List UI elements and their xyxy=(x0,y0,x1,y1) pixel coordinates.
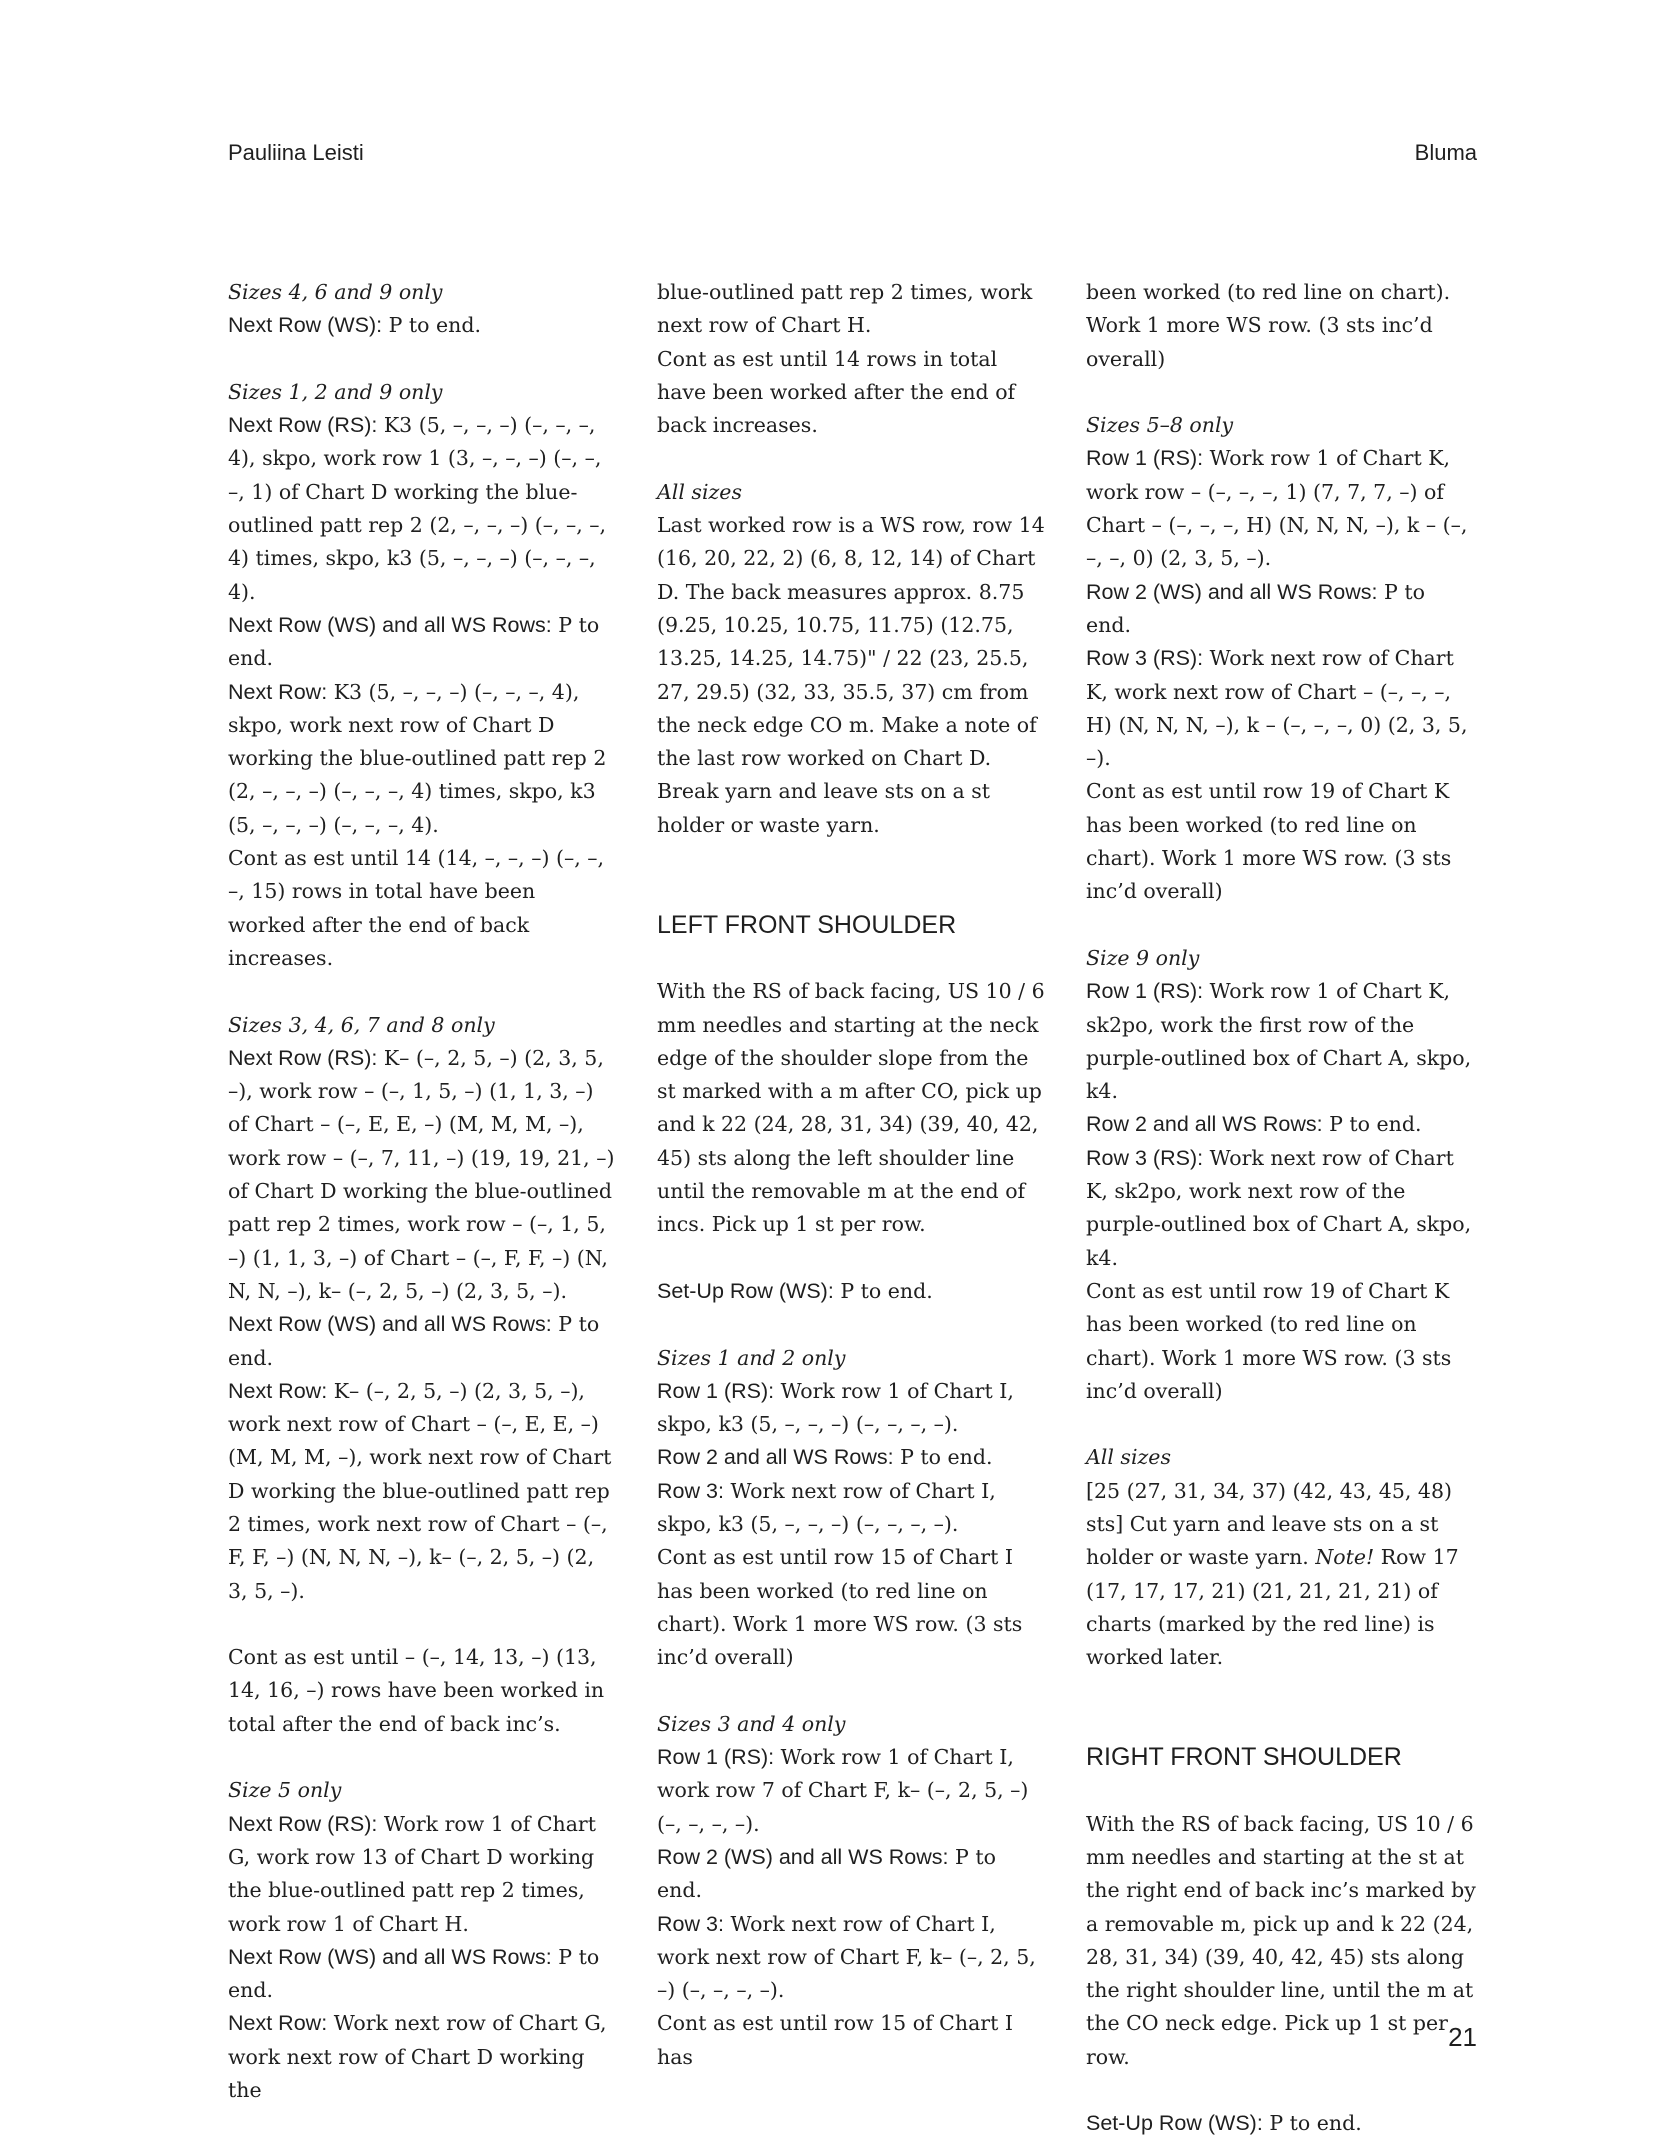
instruction xyxy=(657,1441,1047,1474)
row-text: Work row 1 of Chart G, work row 13 of Chart D working the blue-outlined patt rep 2 times, work row 1 of Chart H. xyxy=(228,1811,596,1936)
row-text: Work next row of Chart I, work next row of Chart F, k– (–, 2, 5, –) (–, –, –, –). xyxy=(657,1911,1036,2003)
row-label: Next Row (WS) and all WS Rows: xyxy=(228,1944,552,1969)
instruction xyxy=(228,1042,618,1308)
row-text: Work next row of Chart K, work next row of Chart – (–, –, –, H) (N, N, N, –), k – (–, –, –, 0) (2, 3, 5, –). xyxy=(1086,646,1468,771)
instruction xyxy=(1086,1108,1476,1141)
row-text: P to end. xyxy=(228,612,600,671)
row-label: Row 1 (RS): xyxy=(1086,446,1204,471)
instruction xyxy=(1086,576,1476,643)
subheading: Sizes 3, 4, 6, 7 and 8 only xyxy=(228,1012,495,1037)
paragraph-text: [25 (27, 31, 34, 37) (42, 43, 45, 48) sts] Cut yarn and leave sts on a st holder or waste yarn. xyxy=(1086,1478,1452,1570)
paragraph: Cont as est until 14 (14, –, –, –) (–, –, –, 15) rows in total have been worked after the end of back increases. xyxy=(228,846,605,970)
instruction xyxy=(228,1808,618,1941)
row-label: Next Row (WS): xyxy=(228,313,383,338)
note-label: Note! xyxy=(1315,1545,1375,1570)
row-text: P to end. xyxy=(833,1278,933,1303)
paragraph: blue-outlined patt rep 2 times, work next row of Chart H. xyxy=(657,280,1033,338)
row-label: Next Row (RS): xyxy=(228,1045,378,1070)
row-text: K3 (5, –, –, –) (–, –, –, 4), skpo, work row 1 (3, –, –, –) (–, –, –, 1) of Chart D working the blue-outlined patt rep 2 (2, –, –, –) (–, –, –, 4) times, skpo, k3 (5, –, –, –) (–, –, –, 4). xyxy=(228,413,607,604)
instruction xyxy=(657,1741,1047,1841)
instruction xyxy=(657,1841,1047,1908)
paragraph: Cont as est until row 19 of Chart K has been worked (to red line on chart). Work 1 more WS row. (3 sts inc’d overall) xyxy=(1086,1278,1452,1403)
row-text: P to end. xyxy=(228,1312,600,1370)
instruction xyxy=(657,1475,1047,1542)
header-title: Bluma xyxy=(1414,140,1477,165)
row-label: Row 3 (RS): xyxy=(1086,646,1204,671)
instruction xyxy=(228,1308,618,1375)
instruction xyxy=(228,609,618,676)
subheading: Sizes 1, 2 and 9 only xyxy=(228,379,443,404)
subheading: Sizes 5–8 only xyxy=(1086,413,1234,438)
instruction xyxy=(1086,975,1476,1108)
row-label: Next Row: xyxy=(228,679,328,704)
instruction xyxy=(1086,642,1476,775)
row-label: Row 3: xyxy=(657,1911,724,1936)
instruction xyxy=(657,1375,1047,1442)
paragraph: Cont as est until 14 rows in total have been worked after the end of back increases. xyxy=(657,346,1016,438)
subheading: Sizes 3 and 4 only xyxy=(657,1711,846,1736)
row-label: Next Row (RS): xyxy=(228,413,378,438)
column-2 xyxy=(657,276,1047,2074)
subheading: Sizes 1 and 2 only xyxy=(657,1345,846,1370)
instruction xyxy=(657,1275,1047,1308)
section-heading: RIGHT FRONT SHOULDER xyxy=(1086,1743,1402,1772)
paragraph: With the RS of back facing, US 10 / 6 mm needles and starting at the st at the right end of back inc’s marked by a removable m, pick up and k 22 (24, 28, 31, 34) (39, 40, 42, 45) sts along the right shoulder line, until the m at the CO neck edge. Pick up 1 st per row. xyxy=(1086,1811,1476,2069)
instruction xyxy=(228,409,618,609)
row-label: Set-Up Row (WS): xyxy=(1086,2111,1263,2136)
section-heading: LEFT FRONT SHOULDER xyxy=(657,910,957,939)
row-label: Next Row (WS) and all WS Rows: xyxy=(228,1312,552,1337)
row-text: P to end. xyxy=(893,1445,993,1470)
instruction xyxy=(657,1908,1047,2008)
instruction xyxy=(1086,1142,1476,1275)
row-text: Work row 1 of Chart K, work row – (–, –, –, 1) (7, 7, 7, –) of Chart – (–, –, –, H) (N, N, N, –), k – (–, –, –, 0) (2, 3, 5, –). xyxy=(1086,446,1468,571)
row-text: K– (–, 2, 5, –) (2, 3, 5, –), work row – (–, 1, 5, –) (1, 1, 3, –) of Chart – (–, E, E, –) (M, M, M, –), work row – (–, 7, 11, –) (19, 19, 21, –) of Chart D working the blue-outlined patt rep 2 times, work row – (–, 1, 5, –) (1, 1, 3, –) of Chart – (–, F, F, –) (N, N, N, –), k– (–, 2, 5, –) (2, 3, 5, –). xyxy=(228,1045,615,1303)
row-text: Work next row of Chart K, sk2po, work next row of the purple-outlined box of Chart A, skpo, k4. xyxy=(1086,1145,1472,1270)
row-label: Row 2 and all WS Rows: xyxy=(1086,1112,1323,1137)
row-text: Work row 1 of Chart I, work row 7 of Chart F, k– (–, 2, 5, –) (–, –, –, –). xyxy=(657,1745,1029,1836)
paragraph: been worked (to red line on chart). Work 1 more WS row. (3 sts inc’d overall) xyxy=(1086,280,1451,371)
row-label: Row 1 (RS): xyxy=(1086,979,1204,1004)
row-text: Work row 1 of Chart I, skpo, k3 (5, –, –, –) (–, –, –, –). xyxy=(657,1378,1014,1437)
subheading: Size 9 only xyxy=(1086,945,1200,970)
paragraph xyxy=(1086,1475,1476,1675)
row-text: P to end. xyxy=(657,1844,996,1903)
column-3 xyxy=(1086,276,1476,2141)
page-number: 21 xyxy=(1448,2022,1477,2052)
row-label: Row 1 (RS): xyxy=(657,1745,775,1770)
subheading: All sizes xyxy=(657,479,742,504)
paragraph: Cont as est until row 15 of Chart I has been worked (to red line on chart). Work 1 more WS row. (3 sts inc’d overall) xyxy=(657,1545,1023,1670)
row-text: K– (–, 2, 5, –) (2, 3, 5, –), work next row of Chart – (–, E, E, –) (M, M, M, –), work next row of Chart D working the blue-outlined patt rep 2 times, work next row of Chart – (–, F, F, –) (N, N, N, –), k– (–, 2, 5, –) (2, 3, 5, –). xyxy=(228,1378,612,1603)
row-label: Row 3: xyxy=(657,1478,724,1503)
row-label: Next Row: xyxy=(228,1378,328,1403)
paragraph: Last worked row is a WS row, row 14 (16, 20, 22, 2) (6, 8, 12, 14) of Chart D. The back measures approx. 8.75 (9.25, 10.25, 10.75, 11.75) (12.75, 13.25, 14.25, 14.75)" / 22 (23, 25.5, 27, 29.5) (32, 33, 35.5, 37) cm from the neck edge CO m. Make a note of the last row worked on Chart D. Break yarn and leave sts on a st holder or waste yarn. xyxy=(657,513,1045,837)
row-label: Row 1 (RS): xyxy=(657,1378,775,1403)
instruction xyxy=(228,676,618,842)
row-label: Next Row: xyxy=(228,2011,328,2036)
subheading: Size 5 only xyxy=(228,1778,342,1803)
paragraph: Cont as est until row 19 of Chart K has been worked (to red line on chart). Work 1 more WS row. (3 sts inc’d overall) xyxy=(1086,779,1452,904)
instruction xyxy=(228,309,618,342)
row-label: Row 2 and all WS Rows: xyxy=(657,1445,894,1470)
instruction xyxy=(228,2007,618,2107)
row-text: P to end. xyxy=(1086,579,1425,637)
paragraph: Cont as est until row 15 of Chart I has xyxy=(657,2011,1013,2069)
column-1 xyxy=(228,276,618,2107)
row-label: Row 3 (RS): xyxy=(1086,1145,1204,1170)
subheading: Sizes 4, 6 and 9 only xyxy=(228,280,443,304)
instruction xyxy=(1086,2107,1476,2140)
subheading: All sizes xyxy=(1086,1445,1171,1470)
paragraph-text: Row 17 (17, 17, 17, 21) (21, 21, 21, 21) of charts (marked by the red line) is worked later. xyxy=(1086,1545,1459,1670)
instruction xyxy=(228,1375,618,1608)
row-text: P to end. xyxy=(1262,2111,1362,2136)
paragraph: Cont as est until – (–, 14, 13, –) (13, 14, 16, –) rows have been worked in total after the end of back inc’s. xyxy=(228,1645,605,1736)
row-text: Work next row of Chart G, work next row of Chart D working the xyxy=(228,2011,607,2103)
row-label: Row 2 (WS) and all WS Rows: xyxy=(657,1844,949,1869)
row-text: P to end. xyxy=(1322,1112,1422,1137)
header-author: Pauliina Leisti xyxy=(228,140,364,165)
row-text: P to end. xyxy=(382,313,481,338)
instruction xyxy=(228,1941,618,2008)
row-text: Work row 1 of Chart K, sk2po, work the first row of the purple-outlined box of Chart A, skpo, k4. xyxy=(1086,979,1472,1104)
paragraph: With the RS of back facing, US 10 / 6 mm needles and starting at the neck edge of the shoulder slope from the st marked with a m after CO, pick up and k 22 (24, 28, 31, 34) (39, 40, 42, 45) sts along the left shoulder line until the removable m at the end of incs. Pick up 1 st per row. xyxy=(657,979,1045,1237)
instruction xyxy=(1086,442,1476,575)
row-label: Row 2 (WS) and all WS Rows: xyxy=(1086,579,1378,604)
row-text: P to end. xyxy=(228,1944,600,2003)
row-label: Next Row (WS) and all WS Rows: xyxy=(228,612,552,637)
row-text: K3 (5, –, –, –) (–, –, –, 4), skpo, work next row of Chart D working the blue-outlined patt rep 2 (2, –, –, –) (–, –, –, 4) times, skpo, k3 (5, –, –, –) (–, –, –, 4). xyxy=(228,679,607,837)
row-label: Next Row (RS): xyxy=(228,1811,378,1836)
row-text: Work next row of Chart I, skpo, k3 (5, –, –, –) (–, –, –, –). xyxy=(657,1478,996,1536)
row-label: Set-Up Row (WS): xyxy=(657,1278,834,1303)
